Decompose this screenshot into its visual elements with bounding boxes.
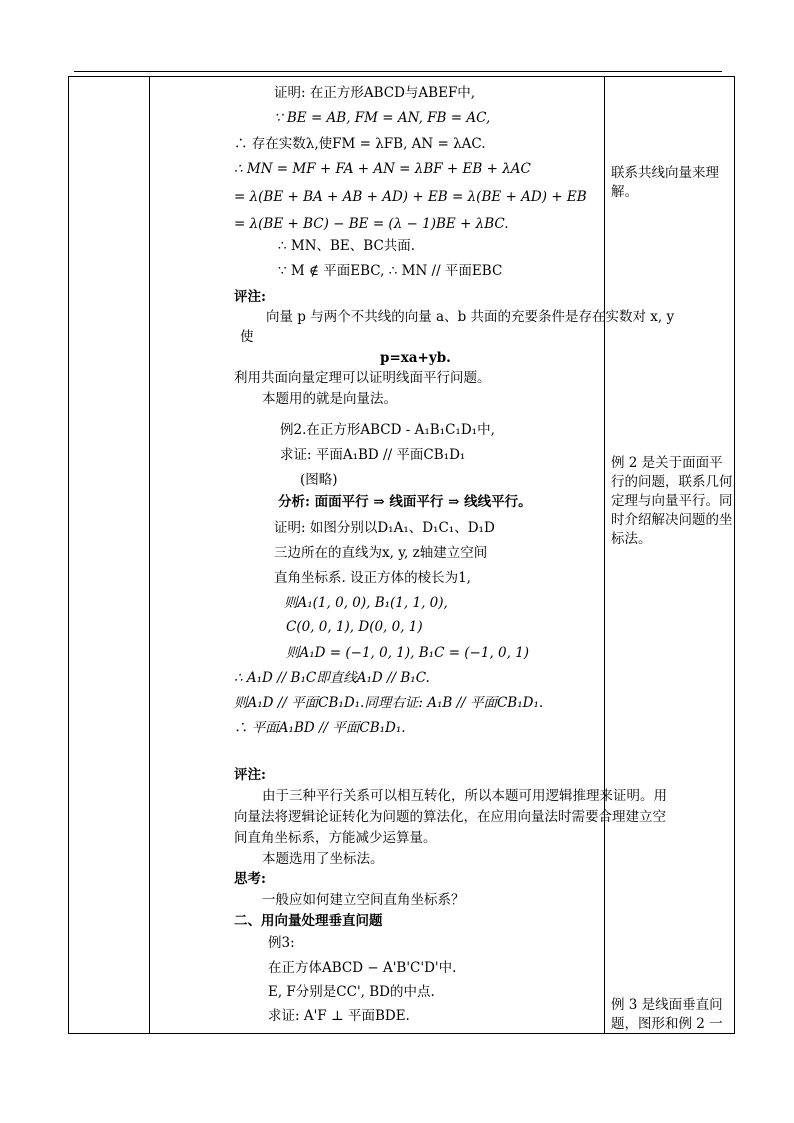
proof-line: 直角坐标系. 设正方体的棱长为1, xyxy=(274,570,471,586)
comment-text: 间直角坐标系，方能减少运算量。 xyxy=(234,830,437,846)
proof-line: 证明: 在正方形ABCD与ABEF中, xyxy=(274,85,476,101)
notes-column-cell xyxy=(605,77,735,1034)
example-3-line: 在正方体ABCD − A'B'C'D'中. xyxy=(268,960,457,976)
left-column-cell xyxy=(69,77,150,1034)
proof-line: ∵ M ∉ 平面EBC, ∴ MN // 平面EBC xyxy=(278,263,503,279)
proof-line: 则A₁(1, 0, 0), B₁(1, 1, 0), xyxy=(284,595,448,611)
comment-heading: 评注: xyxy=(234,289,266,305)
lesson-table xyxy=(68,76,735,1034)
header-rule xyxy=(74,71,722,72)
proof-line: ∴ 存在实数λ,使FM = λFB, AN = λAC. xyxy=(234,136,486,152)
formula: p=xa+yb. xyxy=(380,350,451,366)
proof-line: ∴ 平面A₁BD // 平面CB₁D₁. xyxy=(234,720,406,736)
proof-line: = λ(BE + BC) − BE = (λ − 1)BE + λBC. xyxy=(234,216,509,232)
proof-line: ∴ MN = MF + FA + AN = λBF + EB + λAC xyxy=(234,161,531,177)
comment-text: 本题用的就是向量法。 xyxy=(262,391,397,407)
table-row xyxy=(69,77,735,1034)
teaching-note: 例 2 是关于面面平行的问题，联系几何定理与向量平行。同时介绍解决问题的坐标法。 xyxy=(611,455,733,547)
comment-text: 向量法将逻辑论证转化为问题的算法化，在应用向量法时需要合理建立空 xyxy=(234,809,666,825)
analysis-line: 分析: 面面平行 ⇒ 线面平行 ⇒ 线线平行。 xyxy=(278,494,532,510)
proof-line: = λ(BE + BA + AB + AD) + EB = λ(BE + AD) + EB xyxy=(234,189,587,205)
comment-text: 由于三种平行关系可以相互转化，所以本题可用逻辑推理来证明。用 xyxy=(262,788,667,804)
example-2-claim: 求证: 平面A₁BD // 平面CB₁D₁ xyxy=(280,447,466,463)
comment-text: 本题选用了坐标法。 xyxy=(262,851,384,867)
notes-area xyxy=(605,77,734,1033)
example-3-title: 例3: xyxy=(268,935,295,951)
comment-text: 使 xyxy=(240,329,254,345)
think-question: 一般应如何建立空间直角坐标系？ xyxy=(262,892,465,908)
example-3-claim: 求证: A'F ⊥ 平面BDE. xyxy=(268,1008,410,1024)
comment-text: 向量 p 与两个不共线的向量 a、b 共面的充要条件是存在实数对 x, y xyxy=(266,309,675,325)
proof-line: C(0, 0, 1), D(0, 0, 1) xyxy=(286,619,423,635)
section-heading: 二、用向量处理垂直问题 xyxy=(234,913,383,929)
proof-line: 则A₁D = (−1, 0, 1), B₁C = (−1, 0, 1) xyxy=(286,645,530,661)
teaching-note: 联系共线向量来理解。 xyxy=(611,165,719,200)
proof-line: 三边所在的直线为x, y, z轴建立空间 xyxy=(274,545,488,561)
think-heading: 思考: xyxy=(234,871,266,887)
comment-heading: 评注: xyxy=(234,767,266,783)
proof-line: ∴ MN、BE、BC共面. xyxy=(278,238,416,254)
figure-omitted: (图略) xyxy=(300,472,338,488)
proof-line: ∵ BE = AB, FM = AN, FB = AC, xyxy=(274,110,491,126)
proof-line: ∴ A₁D // B₁C即直线A₁D // B₁C. xyxy=(234,670,430,686)
proof-line: 证明: 如图分别以D₁A₁、D₁C₁、D₁D xyxy=(274,520,495,536)
comment-text: 利用共面向量定理可以证明线面平行问题。 xyxy=(234,370,491,386)
example-3-line: E, F分别是CC', BD的中点. xyxy=(268,984,435,1000)
teaching-note: 例 3 是线面垂直问题，图形和例 2 一 xyxy=(611,997,723,1032)
proof-line: 则A₁D // 平面CB₁D₁.同理右证: A₁B // 平面CB₁D₁. xyxy=(234,695,544,711)
example-2-title: 例2.在正方形ABCD - A₁B₁C₁D₁中, xyxy=(280,422,495,438)
